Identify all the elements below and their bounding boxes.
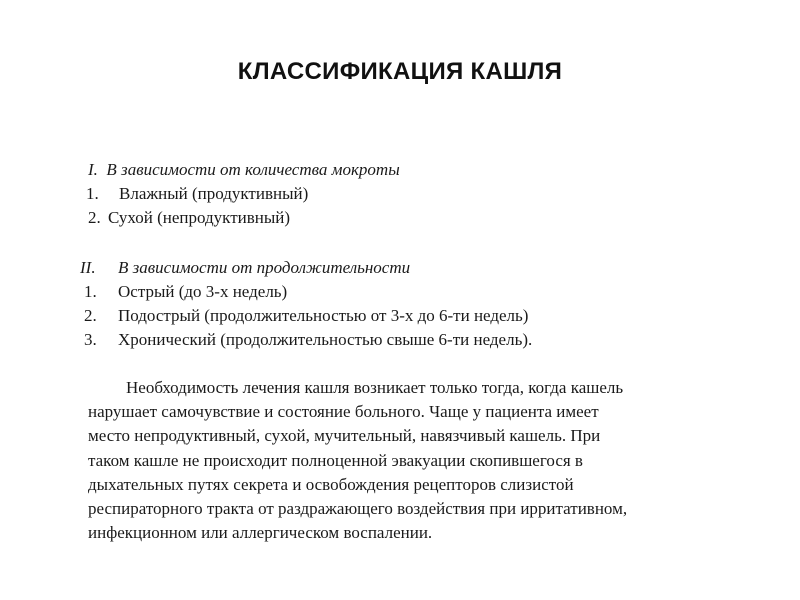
section-heading-2-text: В зависимости от продолжительности xyxy=(118,258,411,277)
paragraph-line: таком кашле не происходит полноценной эвакуации скопившегося в xyxy=(88,450,583,470)
paragraph-line: дыхательных путях секрета и освобождения рецепторов слизистой xyxy=(88,474,574,494)
paragraph-line: инфекционном или аллергическом воспалении. xyxy=(88,523,433,543)
list-item-number: 1. xyxy=(86,184,99,203)
body-paragraph xyxy=(88,376,728,545)
list-item xyxy=(84,282,287,302)
list-item-number: 2. xyxy=(84,306,97,325)
list-item xyxy=(84,330,532,350)
list-item xyxy=(88,208,290,228)
list-item-text: Хронический (продолжительностью свыше 6-ти недель). xyxy=(118,330,533,349)
section-heading-2 xyxy=(80,258,410,278)
paragraph-line: респираторного тракта от раздражающего воздействия при ирритативном, xyxy=(88,499,628,519)
section-heading-2-number: II. xyxy=(80,258,96,277)
paragraph-line: нарушает самочувствие и состояние больного. Чаще у пациента имеет xyxy=(88,402,599,422)
list-item-text: Влажный (продуктивный) xyxy=(119,184,309,203)
section-heading-1-text: В зависимости от количества мокроты xyxy=(106,160,400,179)
paragraph-line: место непродуктивный, сухой, мучительный, навязчивый кашель. При xyxy=(88,426,601,446)
section-heading-1 xyxy=(88,160,400,180)
section-heading-1-number: I. xyxy=(88,160,98,179)
list-item xyxy=(84,306,528,326)
list-item-text: Подострый (продолжительностью от 3-х до 6-ти недель) xyxy=(118,306,529,325)
list-item-text: Острый (до 3-х недель) xyxy=(118,282,288,301)
paragraph-line: Необходимость лечения кашля возникает только тогда, когда кашель xyxy=(126,378,624,397)
list-item-number: 3. xyxy=(84,330,97,349)
list-item-number: 2. xyxy=(88,208,101,227)
page-title: КЛАССИФИКАЦИЯ КАШЛЯ xyxy=(237,58,563,85)
list-item-text: Сухой (непродуктивный) xyxy=(108,208,291,227)
list-item xyxy=(86,184,308,204)
list-item-number: 1. xyxy=(84,282,97,301)
